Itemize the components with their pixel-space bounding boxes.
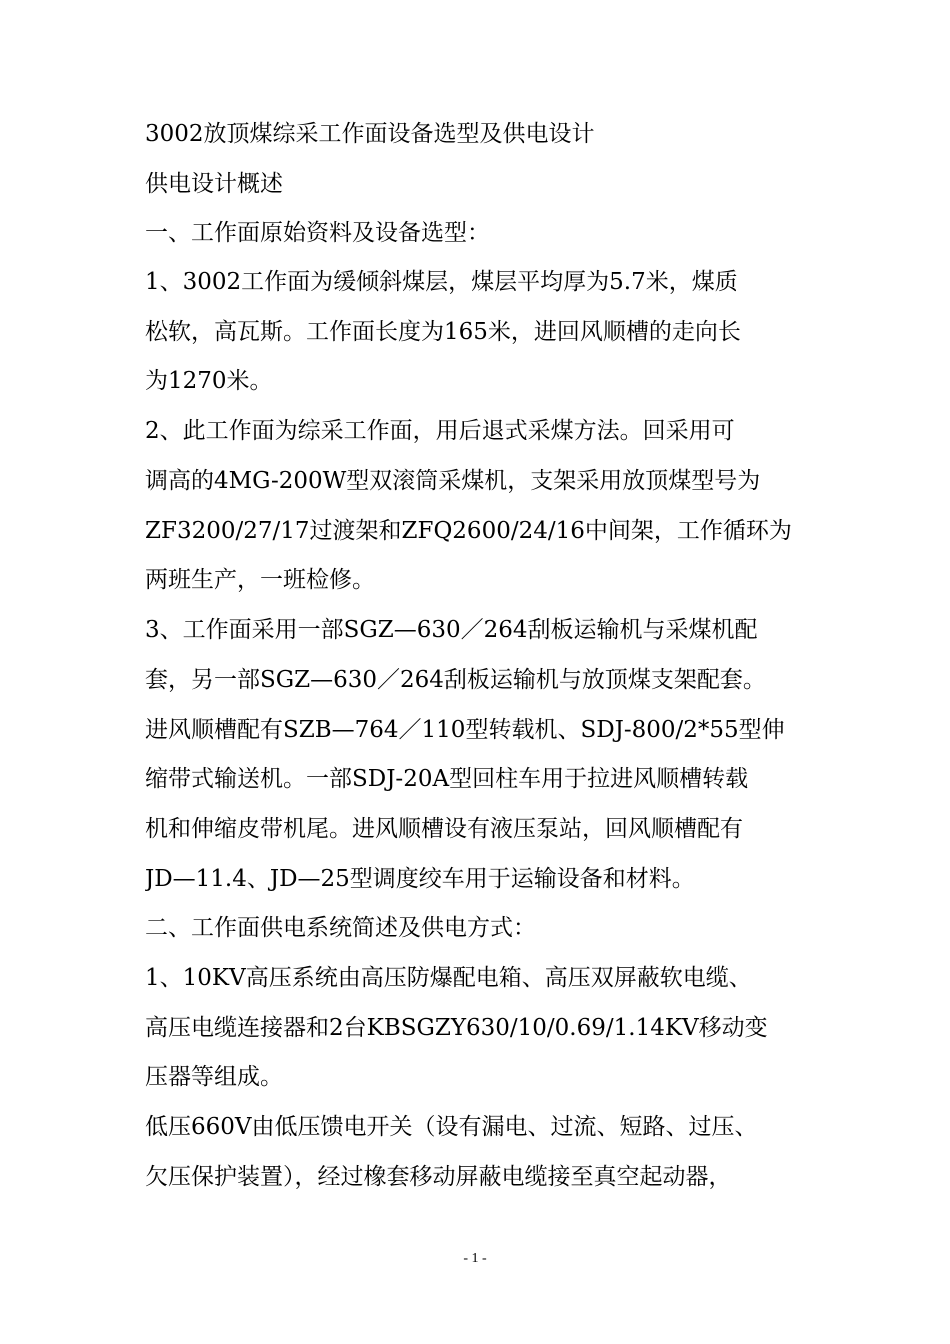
text-line: 高压电缆连接器和2台KBSGZY630/10/0.69/1.14KV移动变 (145, 1015, 768, 1041)
text-line: 为1270米。 (145, 368, 273, 394)
text-line: 机和伸缩皮带机尾。进风顺槽设有液压泵站，回风顺槽配有 (145, 816, 743, 842)
text-line: 1、3002工作面为缓倾斜煤层，煤层平均厚为5.7米，煤质 (145, 269, 738, 295)
text-line: 松软，高瓦斯。工作面长度为165米，进回风顺槽的走向长 (145, 319, 741, 345)
text-line: ZF3200/27/17过渡架和ZFQ2600/24/16中间架，工作循环为 (145, 518, 792, 544)
text-line: JD—11.4、JD—25型调度绞车用于运输设备和材料。 (145, 866, 695, 892)
text-line: 2、此工作面为综采工作面，用后退式采煤方法。回采用可 (145, 418, 735, 444)
document-title: 3002放顶煤综采工作面设备选型及供电设计 (145, 121, 595, 147)
text-line: 3、工作面采用一部SGZ—630／264刮板运输机与采煤机配 (145, 617, 758, 643)
section-heading-1: 一、工作面原始资料及设备选型： (145, 220, 490, 246)
text-line: 压器等组成。 (145, 1064, 283, 1090)
section-heading-2: 二、工作面供电系统简述及供电方式： (145, 915, 536, 941)
section-heading-overview: 供电设计概述 (145, 171, 283, 197)
text-line: 缩带式输送机。一部SDJ-20A型回柱车用于拉进风顺槽转载 (145, 766, 749, 792)
text-line: 套，另一部SGZ—630／264刮板运输机与放顶煤支架配套。 (145, 667, 766, 693)
text-line: 调高的4MG-200W型双滚筒采煤机，支架采用放顶煤型号为 (145, 468, 761, 494)
page-number: - 1 - (463, 1251, 487, 1266)
text-line: 1、10KV高压系统由高压防爆配电箱、高压双屏蔽软电缆、 (145, 965, 752, 991)
text-line: 进风顺槽配有SZB—764／110型转载机、SDJ-800/2*55型伸 (145, 717, 785, 743)
text-line: 低压660V由低压馈电开关（设有漏电、过流、短路、过压、 (145, 1114, 758, 1140)
text-line: 两班生产，一班检修。 (145, 567, 375, 593)
text-line: 欠压保护装置），经过橡套移动屏蔽电缆接至真空起动器， (145, 1164, 732, 1190)
